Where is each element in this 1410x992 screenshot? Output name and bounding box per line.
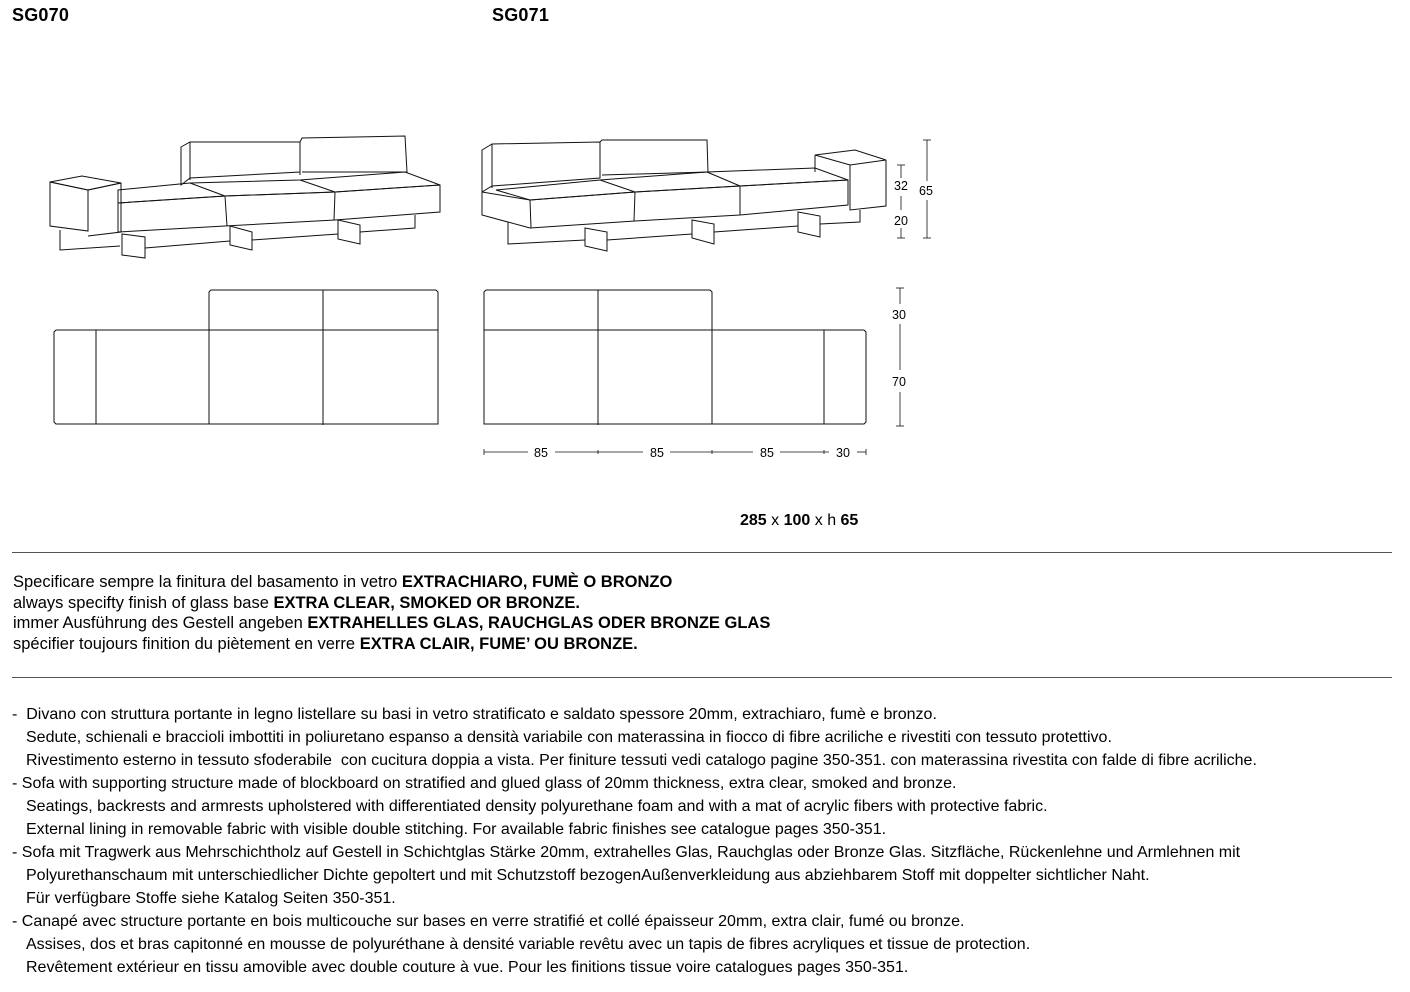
overall-width: 285 — [740, 512, 767, 529]
sofa-sg071-plan — [484, 290, 866, 425]
dim-height-upper: 32 — [894, 179, 908, 193]
overall-height: 65 — [840, 512, 859, 529]
desc-line: Seatings, backrests and armrests upholstered with differentiated density polyurethane foam and with a mat of acrylic fibers with protective fabric. — [26, 798, 1048, 815]
overall-sep-2: x h — [810, 512, 841, 529]
finish-note-en-text: always specifty finish of glass base — [13, 593, 274, 612]
model-code-sg070: SG070 — [12, 5, 70, 25]
desc-line: - Sofa with supporting structure made of blockboard on stratified and glued glass of 20mm thickness, extra clear, smoked and bronze. — [12, 775, 957, 792]
divider-top — [12, 552, 1392, 553]
finish-note-de-text: immer Ausführung des Gestell angeben — [13, 614, 308, 632]
dim-depth-seat: 70 — [892, 375, 906, 389]
finish-note-it-bold: EXTRACHIARO, FUMÈ O BRONZO — [401, 573, 673, 591]
desc-line: - Sofa mit Tragwerk aus Mehrschichtholz auf Gestell in Schichtglas Stärke 20mm, extrahelles Glas, Rauchglas oder Bronze Glas. Sitzfläche, Rückenlehne und Armlehnen mit — [12, 844, 1241, 861]
product-description — [12, 703, 1402, 979]
divider-bottom — [12, 677, 1392, 678]
finish-note-fr-bold: EXTRA CLAIR, FUME’ OU BRONZE. — [359, 634, 638, 653]
overall-depth: 100 — [783, 512, 811, 529]
desc-line: Polyurethanschaum mit unterschiedlicher Dichte gepoltert und mit Schutzstoff bezogenAußenverkleidung aus abziehbarem Stoff mit doppelter sichtlicher Naht. — [26, 867, 1150, 884]
finish-note — [13, 572, 770, 654]
finish-note-it-text: Specificare sempre la finitura del basamento in vetro — [13, 573, 402, 591]
dim-width-1: 85 — [534, 446, 548, 460]
sofa-sg070-perspective — [50, 136, 440, 258]
desc-line: External lining in removable fabric with visible double stitching. For available fabric finishes see catalogue pages 350-351. — [26, 821, 887, 838]
sofa-sg070-plan — [54, 290, 438, 425]
desc-line: Assises, dos et bras capitonné en mousse de polyuréthane à densité variable revêtu avec un tapis de fibres acryliques et tissue de protection. — [26, 936, 1031, 953]
dim-width-2: 85 — [650, 446, 664, 460]
finish-note-en-bold: EXTRA CLEAR, SMOKED OR BRONZE. — [273, 593, 580, 612]
dim-depth-back: 30 — [892, 308, 906, 322]
desc-line: Sedute, schienali e braccioli imbottiti in poliuretano espanso a densità variabile con materassina in fiocco di fibre acriliche e rivestiti con tessuto protettivo. — [26, 729, 1112, 746]
desc-line: - Canapé avec structure portante en bois multicouche sur bases en verre stratifié et collé épaisseur 20mm, extra clair, fumé ou bronze. — [12, 913, 965, 930]
dim-height-total: 65 — [919, 184, 933, 198]
finish-note-de-bold: EXTRAHELLES GLAS, RAUCHGLAS ODER BRONZE GLAS — [307, 614, 771, 632]
desc-line: Revêtement extérieur en tissu amovible avec double couture à vue. Pour les finitions tissue voire catalogues pages 350-351. — [26, 959, 909, 976]
overall-sep-1: x — [766, 512, 784, 529]
desc-line: Für verfügbare Stoffe siehe Katalog Seiten 350-351. — [26, 890, 396, 907]
model-code-sg071: SG071 — [492, 5, 550, 25]
overall-size — [740, 512, 858, 530]
dim-width-4: 30 — [836, 446, 850, 460]
finish-note-fr — [13, 634, 770, 655]
dim-width-3: 85 — [760, 446, 774, 460]
finish-note-it — [13, 572, 770, 593]
desc-line: - Divano con struttura portante in legno listellare su basi in vetro stratificato e saldato spessore 20mm, extrachiaro, fumè e bronzo. — [12, 706, 937, 723]
dim-height-lower: 20 — [894, 214, 908, 228]
finish-note-fr-text: spécifier toujours finition du piètement en verre — [13, 634, 360, 653]
finish-note-en — [13, 593, 770, 614]
desc-line: Rivestimento esterno in tessuto sfoderabile con cucitura doppia a vista. Per finiture tessuti vedi catalogo pagine 350-351. con materassina rivestita con falde di fibre acriliche. — [26, 752, 1257, 769]
finish-note-de — [13, 613, 770, 634]
sofa-sg071-perspective — [482, 140, 886, 251]
